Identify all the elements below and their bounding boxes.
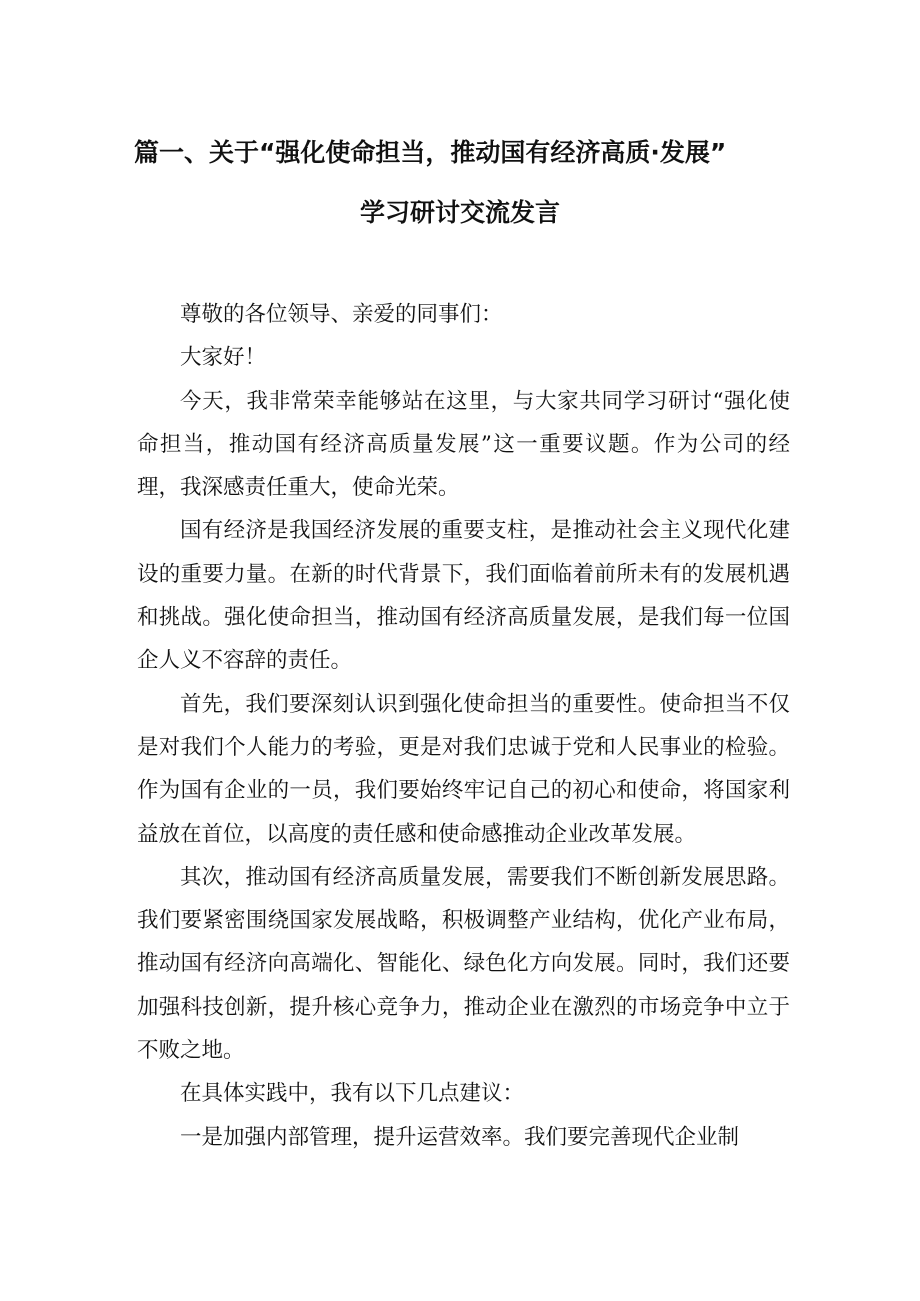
paragraph-greeting: 尊敬的各位领导、亲爱的同事们：: [180, 302, 503, 327]
paragraph-hello: 大家好！: [180, 345, 267, 371]
paragraph-suggestion-one: 一是加强内部管理，提升运营效率。我们要完善现代企业制: [180, 1124, 740, 1150]
paragraph-second: 其次，推动国有经济高质量发展，需要我们不断创新发展思路。我们要紧密围绕国家发展战略，积极调整产业结构，优化产业布局，推动国有经济向高端化、智能化、绿色化方向发展。同时，我们还要加强科技创新，提升核心竞争力，推动企业在激烈的市场竞争中立于不败之地。: [137, 864, 790, 1064]
document-body: [137, 293, 790, 1159]
document-title-line1: 篇一、关于“强化使命担当，推动国有经济高质·发展”: [134, 138, 727, 167]
paragraph-state-economy: 国有经济是我国经济发展的重要支柱，是推动社会主义现代化建设的重要力量。在新的时代背景下，我们面临着前所未有的发展机遇和挑战。强化使命担当，推动国有经济高质量发展，是我们每一位国企人义不容辞的责任。: [137, 518, 790, 674]
paragraph-suggestions: 在具体实践中，我有以下几点建议：: [180, 1081, 525, 1107]
paragraph-intro: 今天，我非常荣幸能够站在这里，与大家共同学习研讨“强化使命担当，推动国有经济高质量发展”这一重要议题。作为公司的经理，我深感责任重大，使命光荣。: [137, 388, 790, 501]
paragraph-first: 首先，我们要深刻认识到强化使命担当的重要性。使命担当不仅是对我们个人能力的考验，更是对我们忠诚于党和人民事业的检验。作为国有企业的一员，我们要始终牢记自己的初心和使命，将国家利益放在首位，以高度的责任感和使命感推动企业改革发展。: [137, 691, 790, 847]
document-title-line2: 学习研讨交流发言: [359, 198, 560, 227]
